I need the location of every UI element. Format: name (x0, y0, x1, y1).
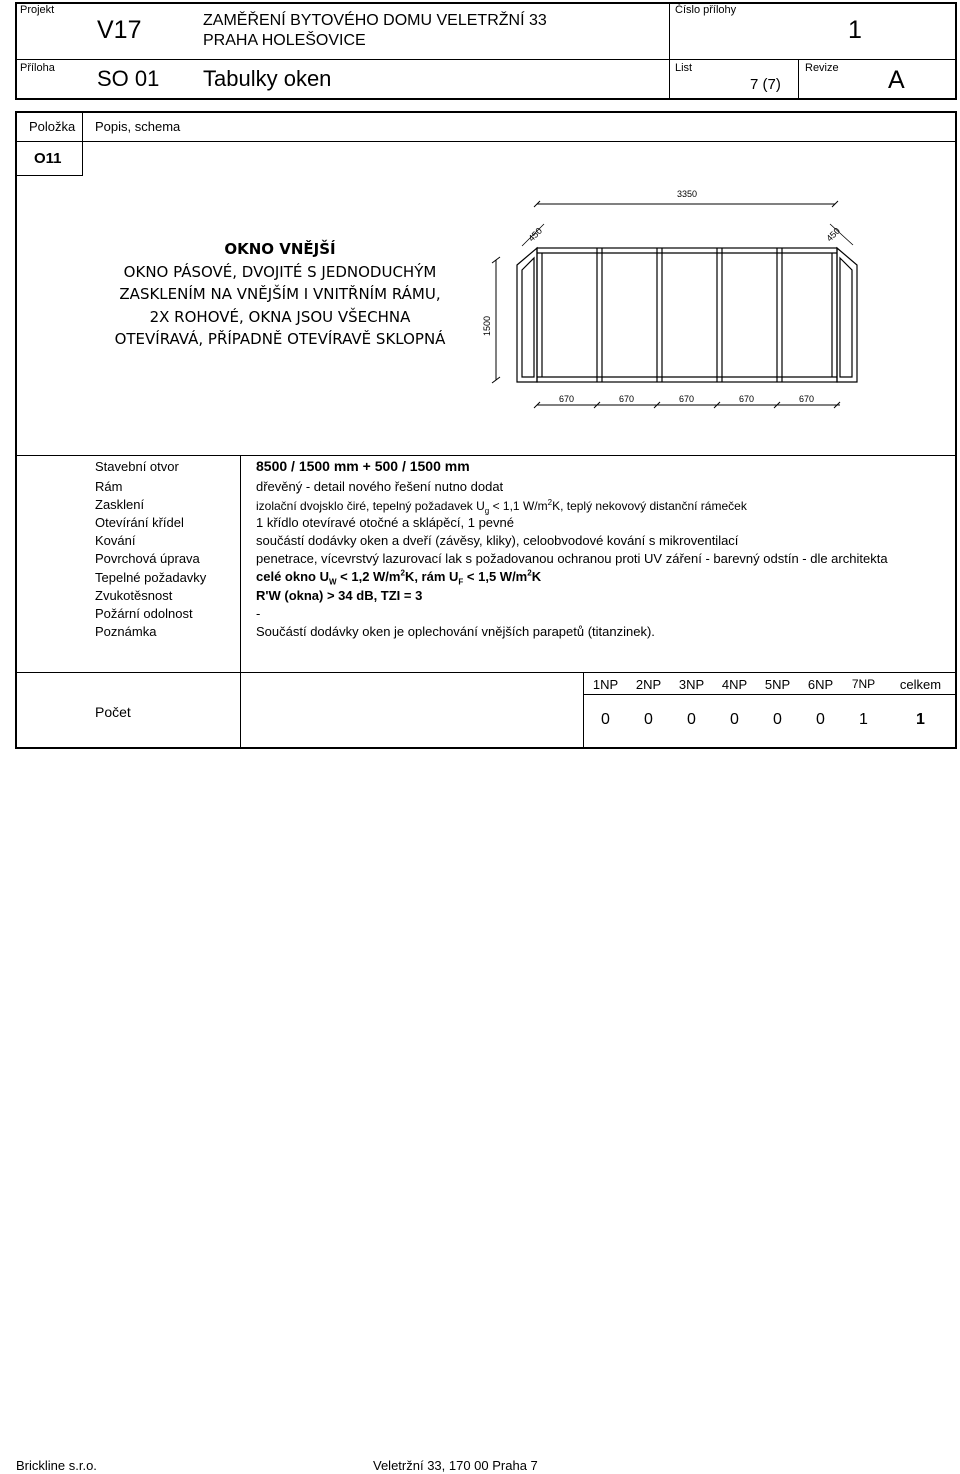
count-val-2np: 0 (644, 711, 653, 728)
dim-height: 1500 (482, 315, 492, 336)
projekt-label: Projekt (20, 4, 55, 16)
zaskleni-sup: 2 (547, 498, 553, 507)
tepelne-text-a: celé okno U (256, 569, 329, 584)
count-hdr-celkem: celkem (899, 677, 942, 692)
zaskleni-sub: g (484, 506, 490, 516)
tepelne-text-b: < 1,2 W/m (336, 569, 401, 584)
kovani-value: součástí dodávky oken a dveří (závěsy, kliky), celoobvodové kování s mikroventilací (256, 533, 739, 548)
dim-module-5: 670 (799, 394, 815, 404)
ram-value: dřevěný - detail nového řešení nutno dodat (256, 479, 504, 494)
list-value: 7 (7) (750, 76, 781, 93)
tepelne-sub1: W (328, 577, 337, 587)
item-title (80, 238, 480, 351)
zaskleni-label: Zasklení (95, 497, 145, 512)
count-hdr-5np: 5NP (764, 677, 791, 692)
priloha-name: Tabulky oken (203, 66, 332, 91)
count-table (584, 673, 956, 748)
item-code-line (16, 175, 83, 176)
window-schematic (470, 180, 870, 415)
pozar-label: Požární odolnost (95, 606, 193, 621)
dim-module-2: 670 (619, 394, 635, 404)
dim-total: 3350 (677, 189, 698, 199)
count-val-6np: 0 (816, 711, 825, 728)
dim-module-1: 670 (559, 394, 575, 404)
dim-right-corner: 450 (824, 225, 843, 244)
tepelne-sup1: 2 (400, 568, 405, 578)
popis-label: Popis, schema (95, 119, 181, 134)
dim-module-3: 670 (679, 394, 695, 404)
poznamka-label: Poznámka (95, 624, 157, 639)
item-title-line1: OKNO VNĚJŠÍ (224, 240, 336, 258)
count-val-3np: 0 (687, 711, 696, 728)
revize-value: A (888, 66, 905, 94)
count-label: Počet (95, 704, 131, 720)
footer-address: Veletržní 33, 170 00 Praha 7 (373, 1458, 538, 1473)
priloha-code: SO 01 (97, 66, 160, 91)
oteviranie-value: 1 křídlo otevíravé otočné a sklápěcí, 1 pevné (256, 515, 514, 530)
zvuk-label: Zvukotěsnost (95, 588, 173, 603)
tepelne-text-c: K, rám U (404, 569, 459, 584)
header-divider-1 (669, 3, 670, 99)
list-label: List (675, 62, 693, 74)
kovani-label: Kování (95, 533, 136, 548)
tepelne-value (256, 568, 542, 587)
zaskleni-text-a: izolační dvojsklo čiré, tepelný požadavek U (256, 499, 485, 513)
stavebni-otvor-value: 8500 / 1500 mm + 500 / 1500 mm (256, 458, 470, 474)
header-hline (16, 59, 956, 60)
povrch-label: Povrchová úprava (95, 551, 200, 566)
dim-left-corner: 450 (526, 225, 545, 244)
count-val-7np: 1 (859, 711, 868, 728)
tepelne-text-d: < 1,5 W/m (463, 569, 528, 584)
item-header-line (16, 141, 956, 142)
item-code: O11 (34, 150, 62, 167)
zvuk-value: R'W (okna) > 34 dB, TZI = 3 (256, 588, 423, 603)
pozar-value: - (256, 606, 261, 621)
poznamka-value: Součástí dodávky oken je oplechování vnějších parapetů (titanzinek). (256, 624, 655, 639)
item-title-line4: 2X ROHOVÉ, OKNA JSOU VŠECHNA (149, 307, 411, 326)
item-title-line5: OTEVÍRAVÁ, PŘÍPADNĚ OTEVÍRAVĚ SKLOPNÁ (114, 330, 446, 348)
count-hdr-2np: 2NP (635, 677, 662, 692)
cislo-prilohy-value: 1 (848, 16, 862, 44)
oteviranie-label: Otevírání křídel (95, 515, 184, 530)
polozka-label: Položka (29, 119, 76, 134)
count-val-celkem: 1 (916, 711, 925, 728)
count-hdr-3np: 3NP (678, 677, 705, 692)
dim-module-4: 670 (739, 394, 755, 404)
count-hdr-1np: 1NP (592, 677, 619, 692)
projekt-name-line2: PRAHA HOLEŠOVICE (203, 32, 366, 49)
priloha-label: Příloha (20, 62, 55, 74)
zaskleni-text-b: < 1,1 W/m (489, 499, 548, 513)
count-hdr-6np: 6NP (807, 677, 834, 692)
item-title-line3: ZASKLENÍM NA VNĚJŠÍM I VNITŘNÍM RÁMU, (119, 285, 441, 303)
tepelne-text-e: K (531, 569, 542, 584)
header-divider-2 (798, 59, 799, 99)
tepelne-label: Tepelné požadavky (95, 570, 207, 585)
projekt-name-line1: ZAMĚŘENÍ BYTOVÉHO DOMU VELETRŽNÍ 33 (203, 12, 547, 29)
specs-top-line (16, 455, 956, 456)
projekt-code: V17 (97, 16, 142, 44)
count-hdr-4np: 4NP (721, 677, 748, 692)
count-val-1np: 0 (601, 711, 610, 728)
count-val-5np: 0 (773, 711, 782, 728)
tepelne-sup2: 2 (527, 568, 532, 578)
povrch-value: penetrace, vícevrstvý lazurovací lak s požadovanou ochranou proti UV záření - barevný odstín - dle architekta (256, 551, 888, 566)
specs-col-divider (240, 456, 241, 748)
tepelne-sub2: F (458, 577, 464, 587)
revize-label: Revize (805, 62, 839, 74)
footer-company: Brickline s.r.o. (16, 1458, 97, 1473)
item-col-divider (82, 112, 83, 175)
zaskleni-text-c: K, teplý nekovový distanční rámeček (552, 499, 747, 513)
ram-label: Rám (95, 479, 123, 494)
zaskleni-value (256, 498, 747, 516)
count-val-4np: 0 (730, 711, 739, 728)
cislo-prilohy-label: Číslo přílohy (675, 4, 737, 16)
stavebni-otvor-label: Stavební otvor (95, 459, 179, 474)
count-hdr-7np: 7NP (851, 677, 876, 691)
item-title-line2: OKNO PÁSOVÉ, DVOJITÉ S JEDNODUCHÝM (123, 262, 437, 281)
